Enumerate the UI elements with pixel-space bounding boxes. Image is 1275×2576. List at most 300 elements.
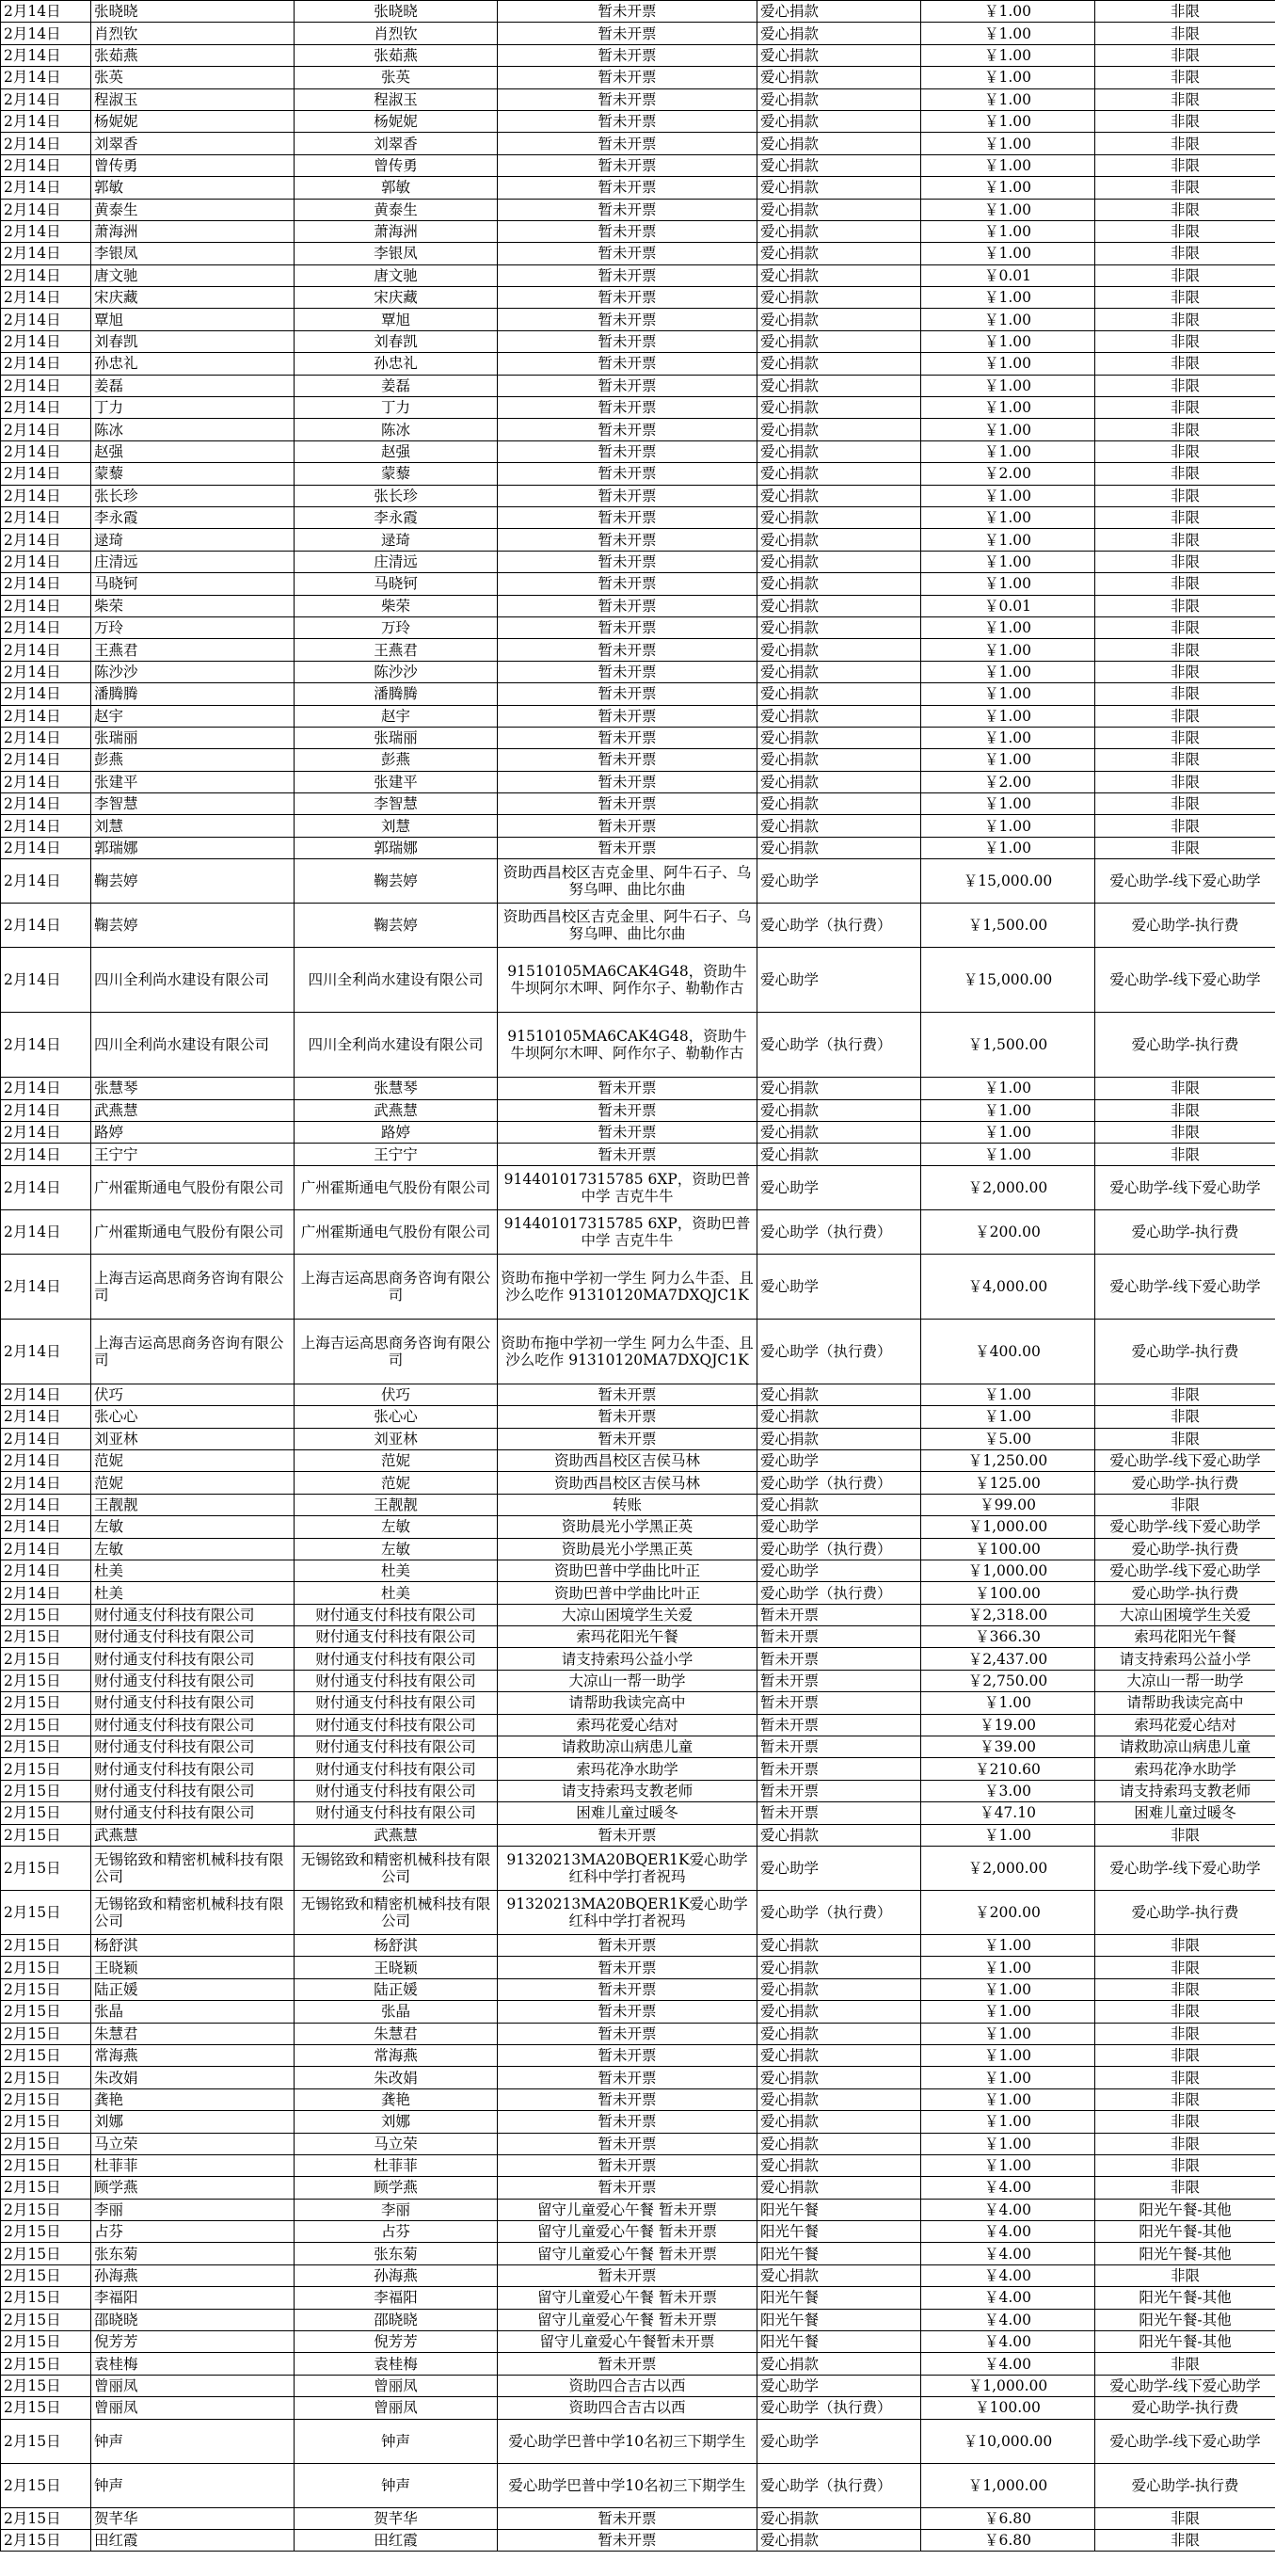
donor-cell: 张建平 [91, 771, 295, 792]
table-row [1, 2044, 1275, 2066]
amount-cell: ￥1.00 [921, 683, 1095, 705]
donor-cell: 左敏 [91, 1516, 295, 1538]
date-cell: 2月14日 [1, 727, 91, 748]
usage-cell: 非限 [1095, 2353, 1275, 2375]
table-row [1, 2067, 1275, 2088]
table-row [1, 1472, 1275, 1494]
amount-cell: ￥4.00 [921, 2287, 1095, 2309]
table-row [1, 2331, 1275, 2353]
receipt-name-cell: 曾丽凤 [295, 2397, 498, 2419]
type-cell: 阳光午餐 [757, 2331, 921, 2353]
usage-cell: 非限 [1095, 2111, 1275, 2133]
date-cell: 2月14日 [1, 705, 91, 727]
note-cell: 914401017315785 6XP，资助巴普中学 吉克牛牛 [498, 1209, 757, 1254]
date-cell: 2月14日 [1, 264, 91, 286]
date-cell: 2月14日 [1, 309, 91, 330]
note-cell: 资助巴普中学曲比叶正 [498, 1582, 757, 1604]
receipt-name-cell: 赵宇 [295, 705, 498, 727]
date-cell: 2月15日 [1, 1604, 91, 1625]
note-cell: 91320213MA20BQER1K爱心助学红科中学打者祝玛 [498, 1847, 757, 1891]
usage-cell: 爱心助学-执行费 [1095, 1319, 1275, 1384]
table-row [1, 1560, 1275, 1581]
donor-cell: 刘慧 [91, 815, 295, 837]
table-row [1, 573, 1275, 595]
table-row [1, 1604, 1275, 1625]
usage-cell: 非限 [1095, 375, 1275, 396]
note-cell: 资助晨光小学黑正英 [498, 1538, 757, 1560]
date-cell: 2月14日 [1, 220, 91, 242]
date-cell: 2月15日 [1, 1626, 91, 1648]
note-cell: 暂未开票 [498, 2111, 757, 2133]
usage-cell: 非限 [1095, 1957, 1275, 1978]
note-cell: 暂未开票 [498, 1428, 757, 1449]
table-row [1, 1891, 1275, 1935]
note-cell: 暂未开票 [498, 1144, 757, 1165]
receipt-name-cell: 杨妮妮 [295, 110, 498, 132]
date-cell: 2月14日 [1, 440, 91, 462]
usage-cell: 阳光午餐-其他 [1095, 2287, 1275, 2309]
usage-cell: 非限 [1095, 1978, 1275, 2000]
type-cell: 暂未开票 [757, 1670, 921, 1691]
type-cell: 爱心捐款 [757, 506, 921, 528]
type-cell: 爱心捐款 [757, 1935, 921, 1957]
donor-cell: 张晶 [91, 2001, 295, 2023]
usage-cell: 非限 [1095, 2154, 1275, 2176]
note-cell: 暂未开票 [498, 44, 757, 66]
date-cell: 2月14日 [1, 485, 91, 506]
receipt-name-cell: 杜美 [295, 1582, 498, 1604]
donor-cell: 孙海燕 [91, 2264, 295, 2286]
donor-cell: 武燕慧 [91, 1824, 295, 1846]
receipt-name-cell: 孙忠礼 [295, 353, 498, 375]
note-cell: 暂未开票 [498, 353, 757, 375]
donor-cell: 孙忠礼 [91, 353, 295, 375]
type-cell: 爱心捐款 [757, 727, 921, 748]
receipt-name-cell: 张英 [295, 67, 498, 88]
date-cell: 2月15日 [1, 2264, 91, 2286]
donor-cell: 财付通支付科技有限公司 [91, 1626, 295, 1648]
table-row [1, 2111, 1275, 2133]
date-cell: 2月14日 [1, 948, 91, 1013]
donor-cell: 张慧琴 [91, 1078, 295, 1099]
note-cell: 资助布拖中学初一学生 阿力么牛歪、且沙么吃作 91310120MA7DXQJC1K [498, 1254, 757, 1319]
table-row [1, 1626, 1275, 1648]
type-cell: 爱心捐款 [757, 529, 921, 551]
receipt-name-cell: 覃旭 [295, 309, 498, 330]
receipt-name-cell: 无锡铭致和精密机械科技有限公司 [295, 1847, 498, 1891]
note-cell: 91510105MA6CAK4G48，资助牛牛坝阿尔木呷、阿作尔子、勒勒作古 [498, 1013, 757, 1078]
date-cell: 2月14日 [1, 287, 91, 309]
usage-cell: 非限 [1095, 2507, 1275, 2529]
table-row [1, 1978, 1275, 2000]
receipt-name-cell: 李丽 [295, 2199, 498, 2220]
note-cell: 暂未开票 [498, 506, 757, 528]
receipt-name-cell: 财付通支付科技有限公司 [295, 1714, 498, 1736]
usage-cell: 非限 [1095, 1494, 1275, 1515]
receipt-name-cell: 刘亚林 [295, 1428, 498, 1449]
usage-cell: 请救助凉山病患儿童 [1095, 1736, 1275, 1758]
amount-cell: ￥4.00 [921, 2199, 1095, 2220]
note-cell: 暂未开票 [498, 1078, 757, 1099]
amount-cell: ￥1.00 [921, 573, 1095, 595]
date-cell: 2月14日 [1, 1099, 91, 1121]
table-row [1, 2529, 1275, 2551]
table-row [1, 2088, 1275, 2110]
usage-cell: 非限 [1095, 1384, 1275, 1405]
receipt-name-cell: 伏巧 [295, 1384, 498, 1405]
receipt-name-cell: 袁桂梅 [295, 2353, 498, 2375]
date-cell: 2月14日 [1, 1, 91, 23]
receipt-name-cell: 上海吉运高思商务咨询有限公司 [295, 1319, 498, 1384]
table-row [1, 1013, 1275, 1078]
receipt-name-cell: 刘慧 [295, 815, 498, 837]
date-cell: 2月15日 [1, 2287, 91, 2309]
type-cell: 爱心捐款 [757, 639, 921, 661]
table-row [1, 2133, 1275, 2154]
receipt-name-cell: 张晶 [295, 2001, 498, 2023]
usage-cell: 爱心助学-执行费 [1095, 1891, 1275, 1935]
table-row [1, 815, 1275, 837]
donor-cell: 无锡铭致和精密机械科技有限公司 [91, 1847, 295, 1891]
usage-cell: 阳光午餐-其他 [1095, 2243, 1275, 2264]
note-cell: 暂未开票 [498, 1978, 757, 2000]
receipt-name-cell: 上海吉运高思商务咨询有限公司 [295, 1254, 498, 1319]
amount-cell: ￥100.00 [921, 1582, 1095, 1604]
date-cell: 2月15日 [1, 2177, 91, 2199]
amount-cell: ￥1.00 [921, 397, 1095, 419]
amount-cell: ￥1.00 [921, 529, 1095, 551]
type-cell: 爱心捐款 [757, 177, 921, 199]
usage-cell: 非限 [1095, 551, 1275, 572]
type-cell: 暂未开票 [757, 1780, 921, 1801]
amount-cell: ￥2,750.00 [921, 1670, 1095, 1691]
type-cell: 暂未开票 [757, 1736, 921, 1758]
donor-cell: 肖烈钦 [91, 23, 295, 44]
receipt-name-cell: 陈沙沙 [295, 661, 498, 682]
usage-cell: 非限 [1095, 1428, 1275, 1449]
donor-cell: 财付通支付科技有限公司 [91, 1714, 295, 1736]
donor-cell: 姜磊 [91, 375, 295, 396]
table-row [1, 88, 1275, 110]
note-cell: 暂未开票 [498, 88, 757, 110]
date-cell: 2月14日 [1, 397, 91, 419]
type-cell: 爱心助学（执行费） [757, 1538, 921, 1560]
date-cell: 2月14日 [1, 177, 91, 199]
type-cell: 爱心助学 [757, 1560, 921, 1581]
note-cell: 暂未开票 [498, 705, 757, 727]
type-cell: 阳光午餐 [757, 2309, 921, 2330]
note-cell: 暂未开票 [498, 683, 757, 705]
donor-cell: 王晓颖 [91, 1957, 295, 1978]
type-cell: 爱心助学 [757, 2419, 921, 2463]
receipt-name-cell: 王燕君 [295, 639, 498, 661]
date-cell: 2月15日 [1, 1714, 91, 1736]
amount-cell: ￥1.00 [921, 2111, 1095, 2133]
receipt-name-cell: 唐文驰 [295, 264, 498, 286]
note-cell: 资助巴普中学曲比叶正 [498, 1560, 757, 1581]
amount-cell: ￥1.00 [921, 551, 1095, 572]
receipt-name-cell: 王晓颖 [295, 1957, 498, 1978]
type-cell: 爱心捐款 [757, 1957, 921, 1978]
receipt-name-cell: 贺芊华 [295, 2507, 498, 2529]
donor-cell: 张英 [91, 67, 295, 88]
table-row [1, 1099, 1275, 1121]
table-row [1, 309, 1275, 330]
date-cell: 2月15日 [1, 1648, 91, 1670]
receipt-name-cell: 李银凤 [295, 243, 498, 264]
amount-cell: ￥4.00 [921, 2177, 1095, 2199]
amount-cell: ￥1.00 [921, 485, 1095, 506]
amount-cell: ￥100.00 [921, 2397, 1095, 2419]
note-cell: 暂未开票 [498, 220, 757, 242]
receipt-name-cell: 杜菲菲 [295, 2154, 498, 2176]
amount-cell: ￥2,000.00 [921, 1847, 1095, 1891]
type-cell: 暂未开票 [757, 1714, 921, 1736]
date-cell: 2月15日 [1, 2199, 91, 2220]
date-cell: 2月14日 [1, 749, 91, 771]
type-cell: 爱心捐款 [757, 243, 921, 264]
table-row [1, 771, 1275, 792]
note-cell: 请救助凉山病患儿童 [498, 1736, 757, 1758]
type-cell: 爱心捐款 [757, 705, 921, 727]
table-row [1, 2397, 1275, 2419]
usage-cell: 非限 [1095, 133, 1275, 154]
receipt-name-cell: 逯琦 [295, 529, 498, 551]
note-cell: 暂未开票 [498, 133, 757, 154]
type-cell: 爱心捐款 [757, 2111, 921, 2133]
receipt-name-cell: 肖烈钦 [295, 23, 498, 44]
type-cell: 爱心捐款 [757, 220, 921, 242]
table-row [1, 1494, 1275, 1515]
donor-cell: 赵强 [91, 440, 295, 462]
type-cell: 爱心捐款 [757, 815, 921, 837]
receipt-name-cell: 张心心 [295, 1406, 498, 1428]
donor-cell: 张心心 [91, 1406, 295, 1428]
amount-cell: ￥1.00 [921, 815, 1095, 837]
usage-cell: 非限 [1095, 683, 1275, 705]
donor-cell: 杜美 [91, 1582, 295, 1604]
donor-cell: 黄泰生 [91, 199, 295, 220]
amount-cell: ￥1.00 [921, 2023, 1095, 2044]
table-row [1, 485, 1275, 506]
table-row [1, 154, 1275, 176]
donor-cell: 杨妮妮 [91, 110, 295, 132]
date-cell: 2月15日 [1, 1978, 91, 2000]
date-cell: 2月14日 [1, 815, 91, 837]
receipt-name-cell: 财付通支付科技有限公司 [295, 1670, 498, 1691]
date-cell: 2月14日 [1, 1494, 91, 1515]
usage-cell: 非限 [1095, 1, 1275, 23]
usage-cell: 非限 [1095, 1406, 1275, 1428]
note-cell: 暂未开票 [498, 330, 757, 352]
type-cell: 爱心助学 [757, 859, 921, 904]
note-cell: 暂未开票 [498, 1099, 757, 1121]
type-cell: 爱心捐款 [757, 595, 921, 616]
amount-cell: ￥99.00 [921, 1494, 1095, 1515]
donor-cell: 王靓靓 [91, 1494, 295, 1515]
date-cell: 2月14日 [1, 661, 91, 682]
donor-cell: 杨舒淇 [91, 1935, 295, 1957]
usage-cell: 非限 [1095, 309, 1275, 330]
amount-cell: ￥1.00 [921, 375, 1095, 396]
donor-cell: 曾丽凤 [91, 2375, 295, 2396]
usage-cell: 爱心助学-执行费 [1095, 1538, 1275, 1560]
usage-cell: 非限 [1095, 749, 1275, 771]
note-cell: 暂未开票 [498, 616, 757, 638]
receipt-name-cell: 钟声 [295, 2463, 498, 2507]
note-cell: 暂未开票 [498, 2353, 757, 2375]
usage-cell: 爱心助学-线下爱心助学 [1095, 1254, 1275, 1319]
type-cell: 爱心捐款 [757, 1978, 921, 2000]
receipt-name-cell: 顾学燕 [295, 2177, 498, 2199]
type-cell: 爱心捐款 [757, 154, 921, 176]
table-row [1, 506, 1275, 528]
note-cell: 转账 [498, 1494, 757, 1515]
type-cell: 暂未开票 [757, 1604, 921, 1625]
donor-cell: 鞠芸婷 [91, 859, 295, 904]
date-cell: 2月14日 [1, 463, 91, 485]
type-cell: 爱心捐款 [757, 88, 921, 110]
note-cell: 资助西昌校区吉侯马林 [498, 1472, 757, 1494]
amount-cell: ￥366.30 [921, 1626, 1095, 1648]
donor-cell: 刘亚林 [91, 1428, 295, 1449]
donor-cell: 路婷 [91, 1122, 295, 1144]
type-cell: 爱心捐款 [757, 2154, 921, 2176]
amount-cell: ￥4.00 [921, 2331, 1095, 2353]
donor-cell: 贺芊华 [91, 2507, 295, 2529]
amount-cell: ￥2,000.00 [921, 1165, 1095, 1209]
amount-cell: ￥1.00 [921, 23, 1095, 44]
table-row [1, 1736, 1275, 1758]
usage-cell: 索玛花净水助学 [1095, 1758, 1275, 1780]
table-row [1, 1078, 1275, 1099]
note-cell: 暂未开票 [498, 837, 757, 858]
donor-cell: 鞠芸婷 [91, 904, 295, 948]
usage-cell: 爱心助学-线下爱心助学 [1095, 1449, 1275, 1471]
receipt-name-cell: 马立荣 [295, 2133, 498, 2154]
amount-cell: ￥1.00 [921, 110, 1095, 132]
date-cell: 2月15日 [1, 1736, 91, 1758]
usage-cell: 非限 [1095, 506, 1275, 528]
type-cell: 爱心捐款 [757, 397, 921, 419]
donor-cell: 财付通支付科技有限公司 [91, 1802, 295, 1824]
type-cell: 爱心捐款 [757, 837, 921, 858]
note-cell: 暂未开票 [498, 463, 757, 485]
amount-cell: ￥1.00 [921, 353, 1095, 375]
note-cell: 暂未开票 [498, 639, 757, 661]
type-cell: 爱心捐款 [757, 1406, 921, 1428]
type-cell: 爱心助学（执行费） [757, 1891, 921, 1935]
donor-cell: 倪芳芳 [91, 2331, 295, 2353]
receipt-name-cell: 王靓靓 [295, 1494, 498, 1515]
note-cell: 暂未开票 [498, 661, 757, 682]
date-cell: 2月15日 [1, 2067, 91, 2088]
donor-cell: 武燕慧 [91, 1099, 295, 1121]
date-cell: 2月15日 [1, 2463, 91, 2507]
note-cell: 留守儿童爱心午餐 暂未开票 [498, 2221, 757, 2243]
date-cell: 2月14日 [1, 1472, 91, 1494]
donor-cell: 彭燕 [91, 749, 295, 771]
receipt-name-cell: 杜美 [295, 1560, 498, 1581]
usage-cell: 非限 [1095, 1144, 1275, 1165]
type-cell: 爱心捐款 [757, 1, 921, 23]
receipt-name-cell: 刘翠香 [295, 133, 498, 154]
type-cell: 爱心助学（执行费） [757, 1319, 921, 1384]
table-row [1, 551, 1275, 572]
type-cell: 爱心捐款 [757, 1099, 921, 1121]
table-row [1, 1384, 1275, 1405]
receipt-name-cell: 财付通支付科技有限公司 [295, 1758, 498, 1780]
table-row [1, 23, 1275, 44]
receipt-name-cell: 范妮 [295, 1472, 498, 1494]
table-row [1, 1538, 1275, 1560]
table-row [1, 353, 1275, 375]
usage-cell: 非限 [1095, 2001, 1275, 2023]
usage-cell: 非限 [1095, 199, 1275, 220]
amount-cell: ￥0.01 [921, 264, 1095, 286]
amount-cell: ￥1,000.00 [921, 2463, 1095, 2507]
receipt-name-cell: 郭敏 [295, 177, 498, 199]
usage-cell: 非限 [1095, 1122, 1275, 1144]
table-row [1, 1714, 1275, 1736]
type-cell: 爱心捐款 [757, 23, 921, 44]
date-cell: 2月14日 [1, 1582, 91, 1604]
type-cell: 爱心捐款 [757, 110, 921, 132]
type-cell: 爱心助学 [757, 1449, 921, 1471]
usage-cell: 爱心助学-执行费 [1095, 1582, 1275, 1604]
type-cell: 爱心助学（执行费） [757, 1582, 921, 1604]
type-cell: 爱心捐款 [757, 683, 921, 705]
donor-cell: 陈沙沙 [91, 661, 295, 682]
donor-cell: 赵宇 [91, 705, 295, 727]
amount-cell: ￥6.80 [921, 2507, 1095, 2529]
amount-cell: ￥200.00 [921, 1891, 1095, 1935]
table-row [1, 2177, 1275, 2199]
receipt-name-cell: 张长珍 [295, 485, 498, 506]
note-cell: 暂未开票 [498, 573, 757, 595]
donor-cell: 马立荣 [91, 2133, 295, 2154]
table-row [1, 1144, 1275, 1165]
table-row [1, 1582, 1275, 1604]
table-row [1, 2507, 1275, 2529]
amount-cell: ￥1.00 [921, 639, 1095, 661]
receipt-name-cell: 邵晓晓 [295, 2309, 498, 2330]
receipt-name-cell: 财付通支付科技有限公司 [295, 1802, 498, 1824]
note-cell: 暂未开票 [498, 2088, 757, 2110]
donor-cell: 张长珍 [91, 485, 295, 506]
donor-cell: 王燕君 [91, 639, 295, 661]
amount-cell: ￥1.00 [921, 1935, 1095, 1957]
receipt-name-cell: 财付通支付科技有限公司 [295, 1626, 498, 1648]
donor-cell: 张瑞丽 [91, 727, 295, 748]
donor-cell: 上海吉运高思商务咨询有限公司 [91, 1254, 295, 1319]
date-cell: 2月14日 [1, 1406, 91, 1428]
type-cell: 爱心捐款 [757, 375, 921, 396]
table-row [1, 837, 1275, 858]
date-cell: 2月14日 [1, 243, 91, 264]
amount-cell: ￥1.00 [921, 2154, 1095, 2176]
note-cell: 暂未开票 [498, 1824, 757, 1846]
note-cell: 暂未开票 [498, 529, 757, 551]
receipt-name-cell: 张东菊 [295, 2243, 498, 2264]
note-cell: 暂未开票 [498, 815, 757, 837]
receipt-name-cell: 无锡铭致和精密机械科技有限公司 [295, 1891, 498, 1935]
type-cell: 爱心捐款 [757, 2088, 921, 2110]
type-cell: 爱心捐款 [757, 133, 921, 154]
note-cell: 91320213MA20BQER1K爱心助学红科中学打者祝玛 [498, 1891, 757, 1935]
donor-cell: 唐文驰 [91, 264, 295, 286]
table-row [1, 2001, 1275, 2023]
